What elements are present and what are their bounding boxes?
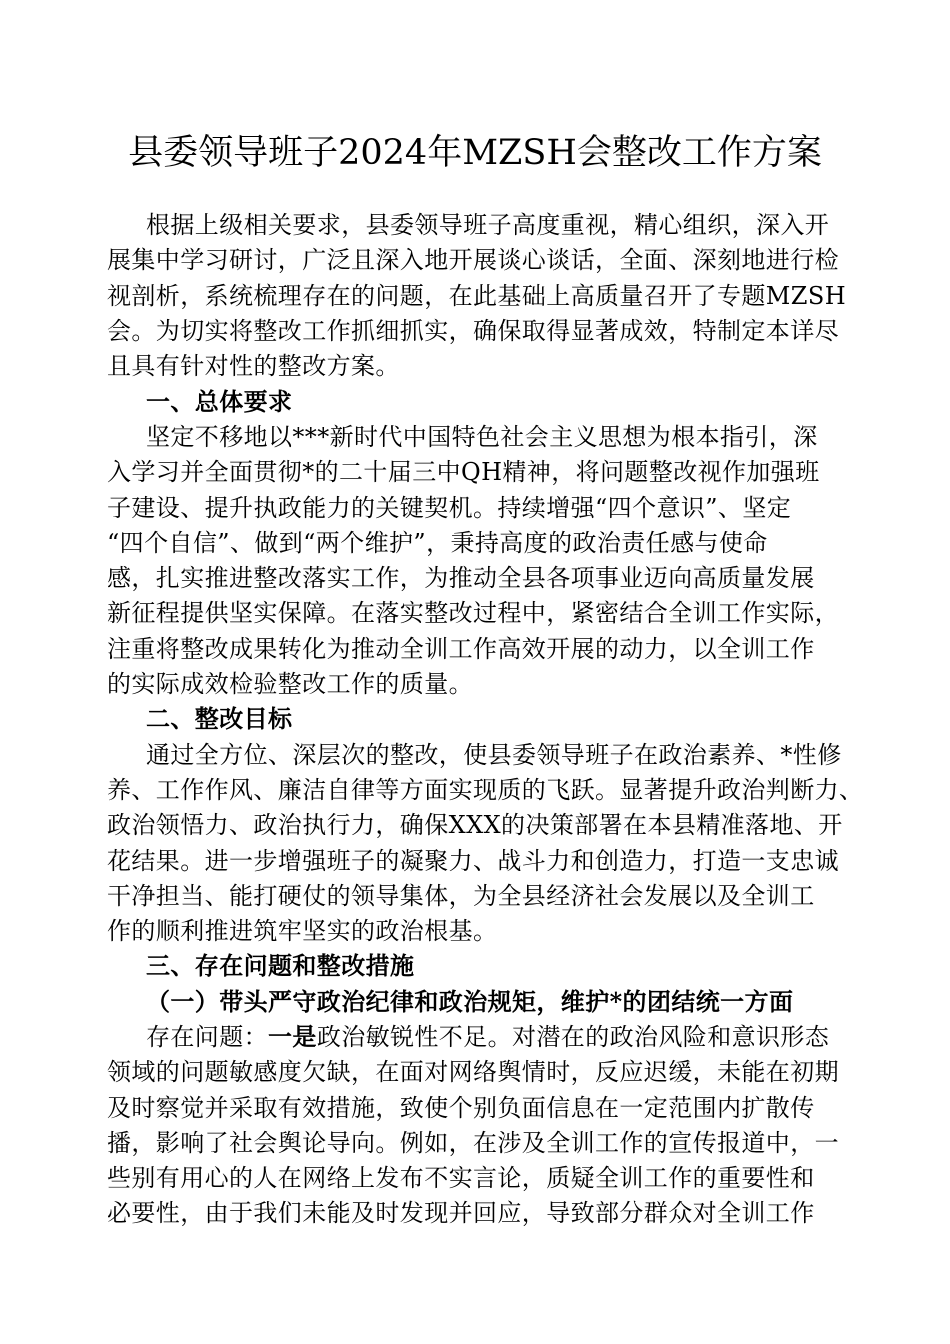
section2-line: 政治领悟力、政治执行力，确保XXX的决策部署在本县精准落地、开	[107, 811, 843, 839]
problem-first-line	[146, 1020, 829, 1054]
section2-line: 干净担当、能打硬仗的领导集体，为全县经济社会发展以及全训工	[107, 882, 815, 910]
document-title: 县委领导班子2024年MZSH会整改工作方案	[128, 133, 822, 173]
section1-line: 新征程提供坚实保障。在落实整改过程中，紧密结合全训工作实际，	[107, 599, 839, 627]
intro-line: 且具有针对性的整改方案。	[107, 352, 400, 380]
section1-line: 入学习并全面贯彻*的二十届三中QH精神，将问题整改视作加强班	[107, 458, 820, 486]
intro-line: 视剖析，系统梳理存在的问题，在此基础上高质量召开了专题MZSH	[107, 282, 847, 310]
problem-first-text: 政治敏锐性不足。对潜在的政治风险和意识形态	[316, 1023, 830, 1051]
problem-label: 存在问题：	[146, 1023, 268, 1051]
section1-line: 感，扎实推进整改落实工作，为推动全县各项事业迈向高质量发展	[107, 564, 815, 592]
section3-line: 些别有用心的人在网络上发布不实言论，质疑全训工作的重要性和	[107, 1164, 815, 1192]
section-heading-problems-and-measures: 三、存在问题和整改措施	[146, 951, 415, 980]
intro-line: 展集中学习研讨，广泛且深入地开展谈心谈话，全面、深刻地进行检	[107, 246, 839, 274]
subsection-heading: （一）带头严守政治纪律和政治规矩，维护*的团结统一方面	[146, 987, 794, 1016]
section1-line: 注重将整改成果转化为推动全训工作高效开展的动力，以全训工作	[107, 635, 815, 663]
section3-line: 领域的问题敏感度欠缺，在面对网络舆情时，反应迟缓，未能在初期	[107, 1058, 839, 1086]
section1-line: 子建设、提升执政能力的关键契机。持续增强“四个意识”、坚定	[107, 494, 792, 522]
intro-line: 根据上级相关要求，县委领导班子高度重视，精心组织，深入开	[146, 211, 830, 239]
section1-line: 坚定不移地以***新时代中国特色社会主义思想为根本指引，深	[146, 423, 818, 451]
section-heading-general-requirements: 一、总体要求	[146, 387, 293, 416]
section2-line: 作的顺利推进筑牢坚实的政治根基。	[107, 917, 498, 945]
section-heading-rectification-goals: 二、整改目标	[146, 704, 293, 733]
section3-line: 播，影响了社会舆论导向。例如，在涉及全训工作的宣传报道中，一	[107, 1129, 839, 1157]
section2-line: 养、工作作风、廉洁自律等方面实现质的飞跃。显著提升政治判断力、	[107, 776, 864, 804]
section3-line: 及时察觉并采取有效措施，致使个别负面信息在一定范围内扩散传	[107, 1094, 815, 1122]
problem-emphasis: 一是	[268, 1022, 317, 1051]
intro-line: 会。为切实将整改工作抓细抓实，确保取得显著成效，特制定本详尽	[107, 317, 839, 345]
section2-line: 通过全方位、深层次的整改，使县委领导班子在政治素养、*性修	[146, 741, 842, 769]
section1-line: “四个自信”、做到“两个维护”，秉持高度的政治责任感与使命	[107, 529, 768, 557]
section3-line: 必要性，由于我们未能及时发现并回应，导致部分群众对全训工作	[107, 1199, 815, 1227]
section2-line: 花结果。进一步增强班子的凝聚力、战斗力和创造力，打造一支忠诚	[107, 847, 839, 875]
section1-line: 的实际成效检验整改工作的质量。	[107, 670, 473, 698]
